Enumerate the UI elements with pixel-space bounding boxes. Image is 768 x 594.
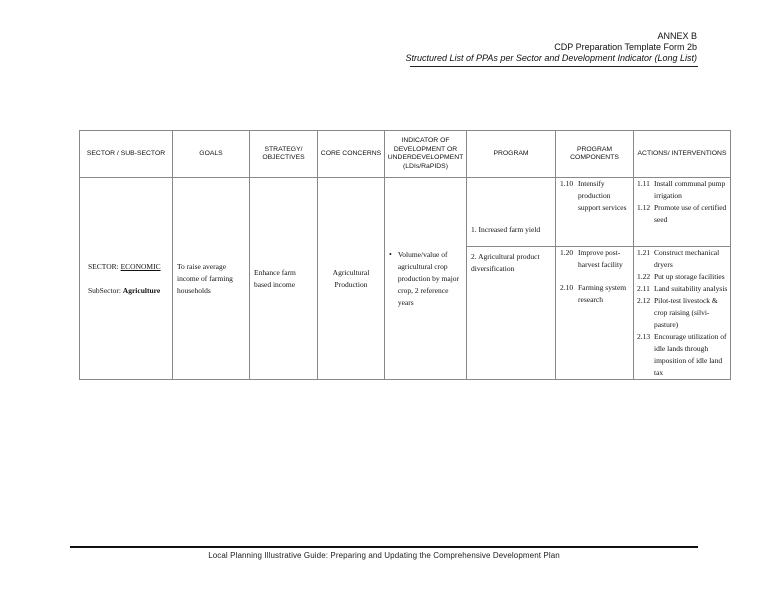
component-number: 1.20 [560, 248, 574, 257]
col-header-strategy: STRATEGY/ OBJECTIVES [250, 131, 318, 178]
col-header-program: PROGRAM [467, 131, 556, 178]
sector-value: ECONOMIC [120, 261, 161, 271]
action-item [634, 331, 730, 379]
indicator-text: Volume/value of agricultural crop production by major crop, 2 reference years [397, 249, 460, 307]
form-subtitle: Structured List of PPAs per Sector and Development Indicator (Long List) [405, 53, 697, 63]
indicator-item [385, 249, 466, 309]
action-text: Promote use of certified seed [654, 203, 727, 224]
component-text: Farming system research [578, 283, 627, 304]
header-divider [410, 66, 698, 67]
actions-cell [634, 247, 731, 380]
component-item [556, 247, 633, 271]
sector-label: SECTOR: [88, 261, 121, 271]
component-text: Intensify production support services [578, 179, 627, 212]
action-text: Land suitability analysis [654, 284, 728, 293]
col-header-indicator: INDICATOR OF DEVELOPMENT OR UNDERDEVELOPMENT (LDIs/RaPIDS) [385, 131, 467, 178]
table-row [80, 178, 731, 247]
footer-text: Local Planning Illustrative Guide: Preparing and Updating the Comprehensive Development Plan [208, 551, 560, 560]
component-item [556, 282, 633, 306]
footer-divider [70, 546, 698, 548]
action-number: 1.12 [637, 203, 651, 212]
action-number: 2.11 [637, 284, 650, 293]
action-number: 1.22 [637, 272, 651, 281]
action-item [634, 283, 730, 295]
goal-text: To raise average income of farming households [177, 261, 233, 295]
goal-cell [173, 178, 250, 380]
action-item [634, 295, 730, 331]
program-label: 1. Increased farm yield [471, 225, 541, 234]
action-item [634, 271, 730, 283]
action-number: 2.12 [637, 296, 651, 305]
program-cell [467, 247, 556, 380]
component-cell [556, 247, 634, 380]
subsector-value: Agriculture [122, 285, 161, 295]
component-cell [556, 178, 634, 247]
sector-cell [80, 178, 173, 380]
col-header-components: PROGRAM COMPONENTS [556, 131, 634, 178]
action-item [634, 202, 730, 226]
col-header-actions: ACTIONS/ INTERVENTIONS [634, 131, 731, 178]
indicator-cell [385, 178, 467, 380]
bullet-icon: • [389, 249, 392, 259]
action-number: 1.21 [637, 248, 651, 257]
core-concern-cell [318, 178, 385, 380]
action-item [634, 247, 730, 271]
strategy-text: Enhance farm based income [254, 267, 296, 289]
annex-label: ANNEX B [657, 31, 697, 41]
action-text: Construct mechanical dryers [654, 248, 720, 269]
subsector-label: SubSector: [88, 285, 123, 295]
action-item [634, 178, 730, 202]
action-text: Pilot-test livestock & crop raising (silvi-pasture) [654, 296, 718, 329]
action-text: Put up storage facilities [654, 272, 725, 281]
actions-cell [634, 178, 731, 247]
component-number: 2.10 [560, 283, 574, 292]
action-text: Install communal pump irrigation [654, 179, 726, 200]
action-text: Encourage utilization of idle lands through imposition of idle land tax [654, 332, 727, 377]
core-concern-text: Agricultural Production [332, 267, 370, 289]
action-number: 2.13 [637, 332, 651, 341]
col-header-core-concerns: CORE CONCERNS [318, 131, 385, 178]
component-text: Improve post-harvest facility [578, 248, 623, 269]
component-number: 1.10 [560, 179, 574, 188]
program-label: 2. Agricultural product diversification [471, 252, 540, 273]
program-cell [467, 178, 556, 247]
sector-line [88, 261, 172, 273]
col-header-goals: GOALS [173, 131, 250, 178]
form-title: CDP Preparation Template Form 2b [554, 42, 697, 52]
col-header-sector: SECTOR / SUB-SECTOR [80, 131, 173, 178]
ppa-table [79, 130, 731, 380]
strategy-cell [250, 178, 318, 380]
table-header-row [80, 131, 731, 178]
component-item [556, 178, 633, 214]
subsector-line [88, 285, 172, 297]
action-number: 1.11 [637, 179, 650, 188]
